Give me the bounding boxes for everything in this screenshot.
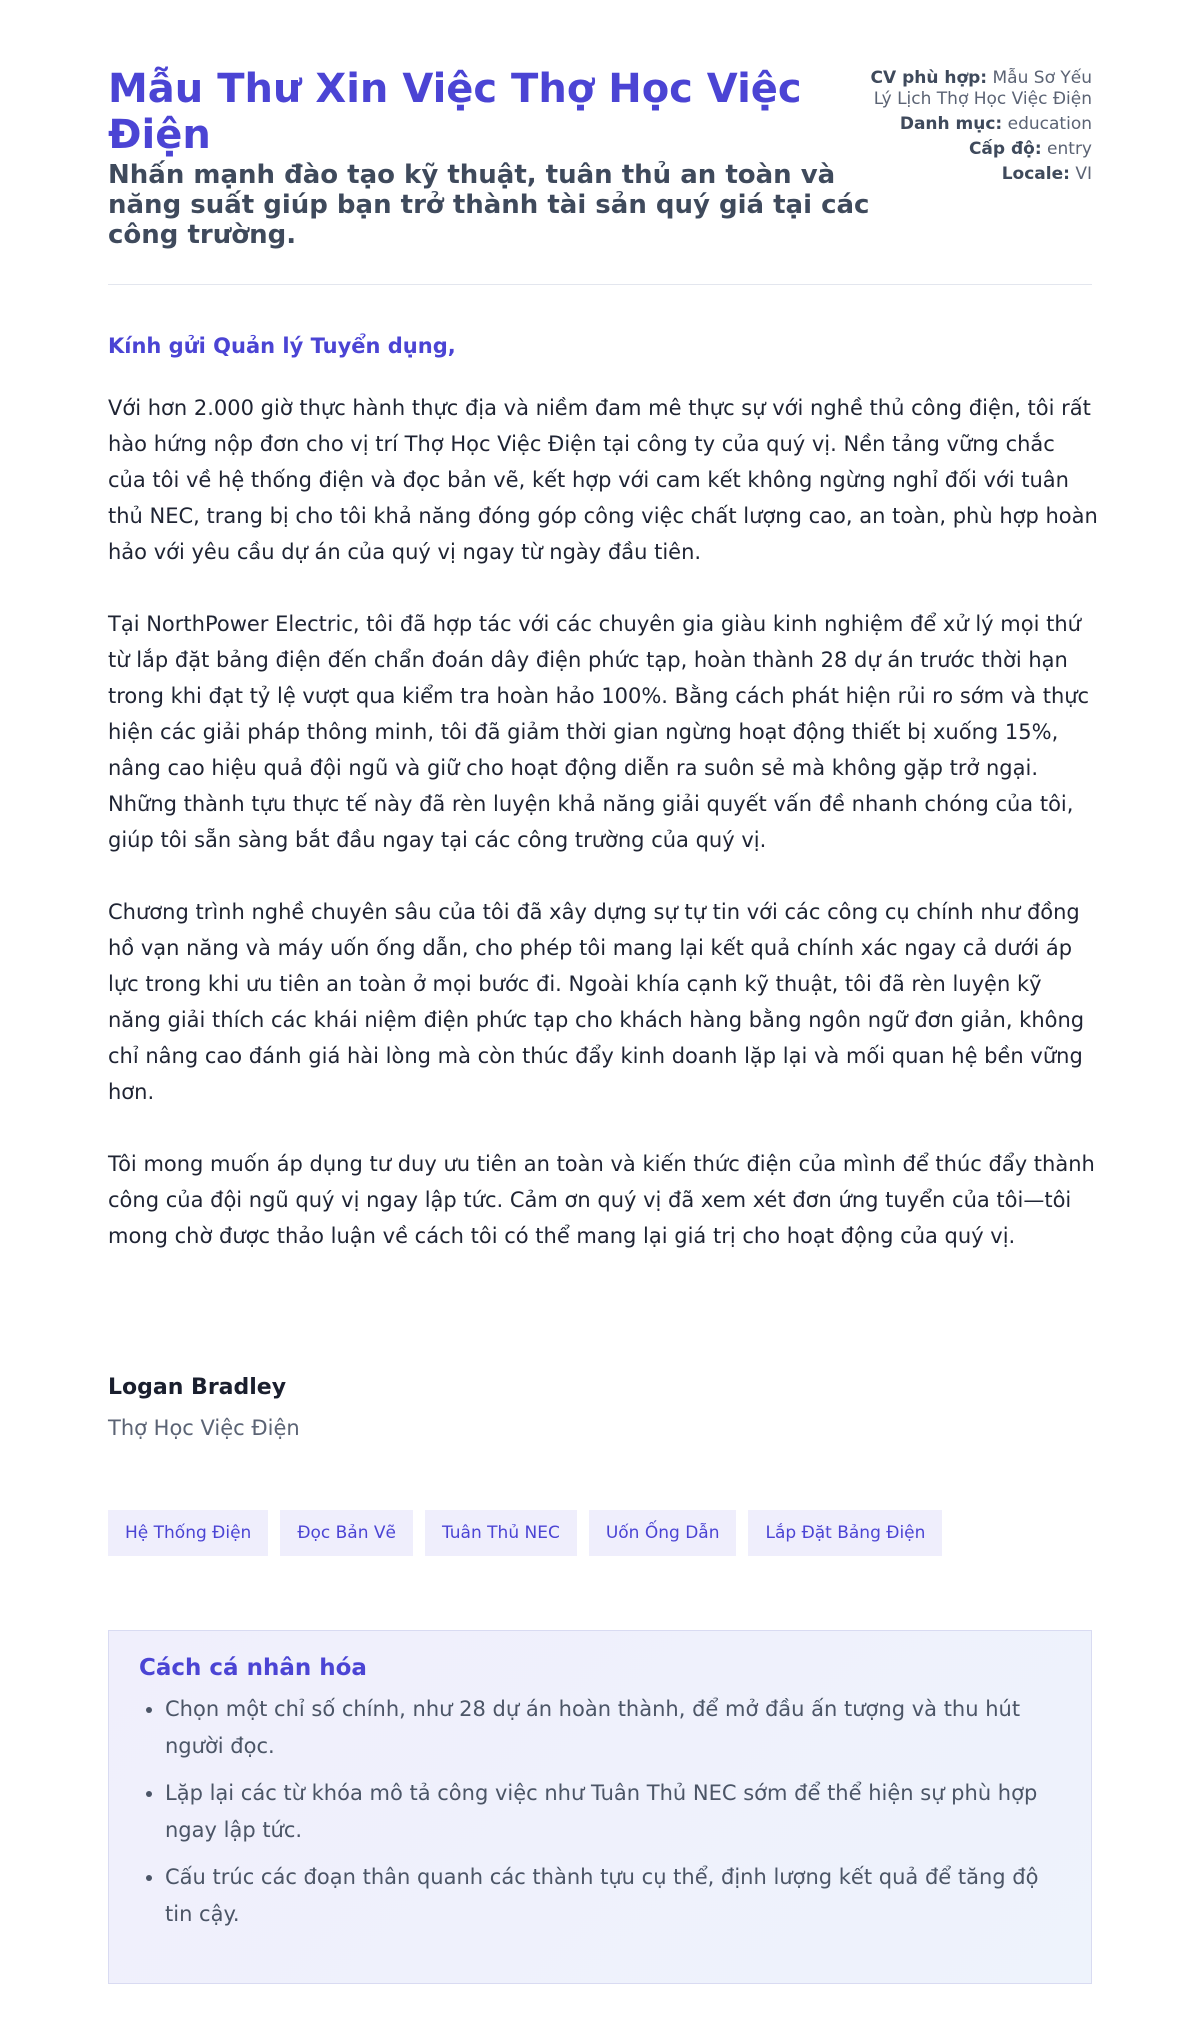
meta-cv-label: CV phù hợp: [870,68,988,88]
letter-paragraph: Với hơn 2.000 giờ thực hành thực địa và niềm đam mê thực sự với nghề thủ công điện, tôi rất hào hứng nộp đơn cho vị trí Thợ Học Việc Điện tại công ty của quý vị. Nền tảng vững chắc của tôi về hệ thống điện và đọc bản vẽ, kết hợp với cam kết không ngừng nghỉ đối với tuân thủ NEC, trang bị cho tôi khả năng đóng góp công việc chất lượng cao, an toàn, phù hợp hoàn hảo với yêu cầu dự án của quý vị ngay từ ngày đầu tiên. [108,396,1098,564]
meta-level [862,139,1092,160]
personalization-tips [108,1630,1092,1984]
tip-item: • Lặp lại các từ khóa mô tả công việc như Tuân Thủ NEC sớm để thể hiện sự phù hợp ngay lập tức. [165,1775,1061,1849]
skill-tag: Hệ Thống Điện [108,1510,268,1556]
skill-tag: Uốn Ống Dẫn [589,1510,737,1556]
meta-level-label: Cấp độ: [968,139,1042,159]
tips-list [139,1691,1061,1933]
meta-category-label: Danh mục: [899,114,1003,134]
tips-title: Cách cá nhân hóa [139,1655,367,1681]
meta-cv [862,68,1092,110]
letter-salutation: Kính gửi Quản lý Tuyển dụng, [108,334,456,358]
meta-locale [862,164,1092,185]
letter-paragraph: Tôi mong muốn áp dụng tư duy ưu tiên an toàn và kiến thức điện của mình để thúc đẩy thành công của đội ngũ quý vị ngay lập tức. Cảm ơn quý vị đã xem xét đơn ứng tuyển của tôi—tôi mong chờ được thảo luận về cách tôi có thể mang lại giá trị cho hoạt động của quý vị. [108,1152,1095,1248]
page-subtitle: Nhấn mạnh đào tạo kỹ thuật, tuân thủ an toàn và năng suất giúp bạn trở thành tài sản quý giá tại các công trường. [108,160,870,250]
signature-name: Logan Bradley [108,1375,287,1400]
title-block [108,66,878,250]
meta-category-value: education [1007,114,1092,134]
letter-body [108,390,1098,1290]
skill-tag: Tuân Thủ NEC [425,1510,577,1556]
tip-item: • Chọn một chỉ số chính, như 28 dự án hoàn thành, để mở đầu ấn tượng và thu hút người đọc. [165,1691,1061,1765]
page-title: Mẫu Thư Xin Việc Thợ Học Việc Điện [108,66,802,158]
meta-locale-label: Locale: [1001,164,1070,184]
meta-panel [862,68,1092,189]
meta-category [862,114,1092,135]
page-header [108,66,1092,285]
meta-cv-value: Mẫu Sơ Yếu Lý Lịch Thợ Học Việc Điện [873,68,1092,109]
meta-level-value: entry [1047,139,1092,159]
letter-paragraph: Tại NorthPower Electric, tôi đã hợp tác với các chuyên gia giàu kinh nghiệm để xử lý mọi thứ từ lắp đặt bảng điện đến chẩn đoán dây điện phức tạp, hoàn thành 28 dự án trước thời hạn trong khi đạt tỷ lệ vượt qua kiểm tra hoàn hảo 100%. Bằng cách phát hiện rủi ro sớm và thực hiện các giải pháp thông minh, tôi đã giảm thời gian ngừng hoạt động thiết bị xuống 15%, nâng cao hiệu quả đội ngũ và giữ cho hoạt động diễn ra suôn sẻ mà không gặp trở ngại. Những thành tựu thực tế này đã rèn luyện khả năng giải quyết vấn đề nhanh chóng của tôi, giúp tôi sẵn sàng bắt đầu ngay tại các công trường của quý vị. [108,612,1090,852]
skill-tags [108,1510,942,1556]
letter-paragraph: Chương trình nghề chuyên sâu của tôi đã xây dựng sự tự tin với các công cụ chính như đồng hồ vạn năng và máy uốn ống dẫn, cho phép tôi mang lại kết quả chính xác ngay cả dưới áp lực trong khi ưu tiên an toàn ở mọi bước đi. Ngoài khía cạnh kỹ thuật, tôi đã rèn luyện kỹ năng giải thích các khái niệm điện phức tạp cho khách hàng bằng ngôn ngữ đơn giản, không chỉ nâng cao đánh giá hài lòng mà còn thúc đẩy kinh doanh lặp lại và mối quan hệ bền vững hơn. [108,900,1085,1104]
skill-tag: Lắp Đặt Bảng Điện [748,1510,942,1556]
tip-item: • Cấu trúc các đoạn thân quanh các thành tựu cụ thể, định lượng kết quả để tăng độ tin cậy. [165,1859,1061,1933]
signature-role: Thợ Học Việc Điện [108,1416,300,1440]
meta-locale-value: VI [1075,164,1092,184]
skill-tag: Đọc Bản Vẽ [280,1510,413,1556]
